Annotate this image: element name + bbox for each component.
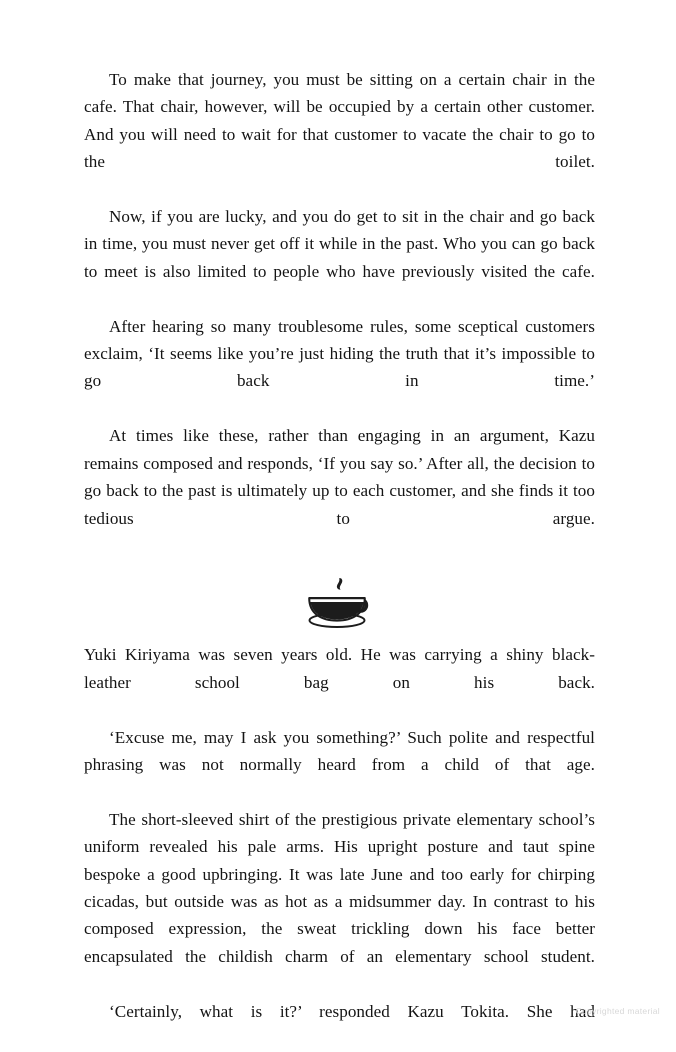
paragraph: At times like these, rather than engaging in an argument, Kazu remains composed and responds, ‘If you say so.’ After all, the decision to go back to the past is ultimately up to each customer, and she finds it too tedious to argue. [84,426,595,528]
text-column [84,66,595,1052]
paragraph: After hearing so many troublesome rules, some sceptical customers exclaim, ‘It seems like you’re just hiding the truth that it’s impossible to go back in time.’ [84,316,595,391]
paragraph: To make that journey, you must be sitting on a certain chair in the cafe. That chair, however, will be occupied by a certain other customer. And you will need to wait for that customer to vacate the chair to go to the toilet. [84,70,595,172]
paragraph: Now, if you are lucky, and you do get to sit in the chair and go back in time, you must never get off it while in the past. Who you can go back to meet is also limited to people who have previously visited the cafe. [84,207,595,281]
copyright-watermark: Copyrighted material [575,1006,660,1016]
section-break [84,559,595,641]
paragraph: The short-sleeved shirt of the prestigious private elementary school’s uniform revealed his pale arms. His upright posture and taut spine bespoke a good upbringing. It was late June and too early for chirping cicadas, but outside was as hot as a midsummer day. In contrast to his composed expression, the sweat trickling down his face better encapsulated the childish charm of an elementary school student. [84,809,595,966]
coffee-cup-icon [302,577,378,629]
paragraph: ‘Excuse me, may I ask you something?’ Such polite and respectful phrasing was not normally heard from a child of that age. [84,727,595,774]
paragraph: ‘Certainly, what is it?’ responded Kazu Tokita. She had [109,1001,595,1021]
paragraph: Yuki Kiriyama was seven years old. He was carrying a shiny black-leather school bag on his back. [84,645,595,692]
